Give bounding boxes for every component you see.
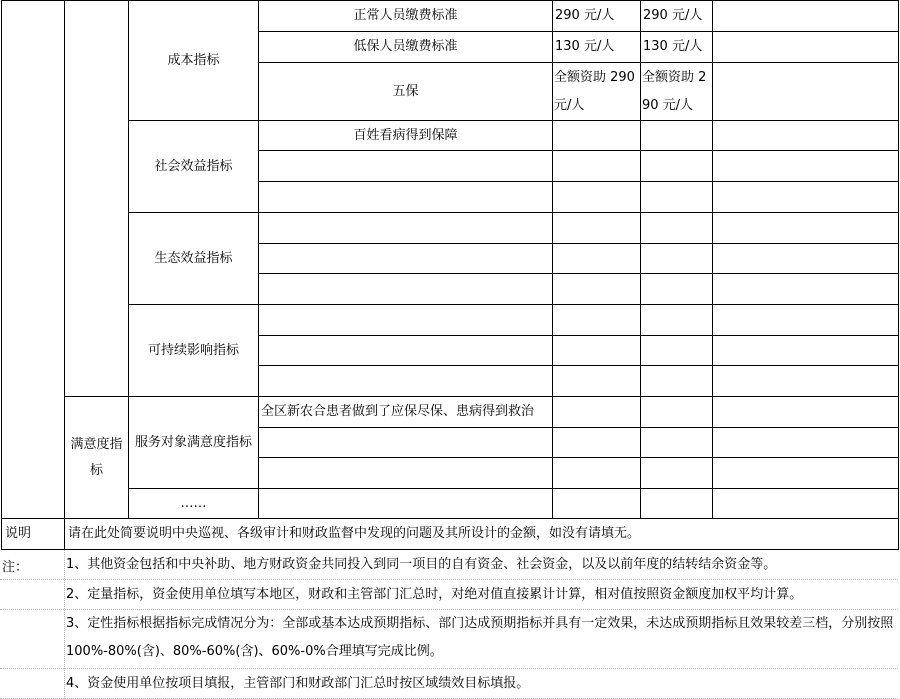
cost-row-3-name: 五保 — [259, 63, 553, 121]
cost-row-1-actual: 290 元/人 — [641, 1, 713, 32]
note-row-4 — [0, 669, 898, 699]
cost-row-3-actual: 全额资助 290 元/人 — [641, 63, 713, 121]
satisfaction-category: 服务对象满意度指标 — [129, 397, 259, 489]
cost-row-1-target: 290 元/人 — [553, 1, 641, 32]
cost-row-3-target: 全额资助 290 元/人 — [553, 63, 641, 121]
level1-output-cell — [65, 1, 129, 397]
explanation-label: 说明 — [2, 519, 65, 550]
explanation-text: 请在此处简要说明中央巡视、各级审计和财政监督中发现的问题及其所设计的金额，如没有请填无。 — [65, 519, 899, 550]
note-4: 4、资金使用单位按项目填报，主管部门和财政部门汇总时按区域绩效目标填报。 — [66, 676, 530, 691]
note-2: 2、定量指标，资金使用单位填写本地区，财政和主管部门汇总时，对绝对值直接累计计算，相对值按照资金额度加权平均计算。 — [66, 587, 803, 602]
note-1: 1、其他资金包括和中央补助、地方财政资金共同投入到同一项目的自有资金、社会资金，以及以前年度的结转结余资金等。 — [66, 557, 777, 572]
cost-category: 成本指标 — [129, 1, 259, 121]
note-3: 3、定性指标根据指标完成情况分为：全部或基本达成预期指标、部门达成预期指标并具有一定效果，未达成预期指标且效果较差三档，分别按照 100%-80%(含)、80%-60%(含)、60%-0%合理填写完成比例。 — [66, 616, 894, 659]
satisfaction-level1: 满意度指标 — [65, 397, 129, 519]
cost-row-1-note — [713, 1, 899, 32]
cost-row-2-note — [713, 32, 899, 63]
ellipsis-cell: …… — [129, 489, 259, 519]
cost-row-2-actual: 130 元/人 — [641, 32, 713, 63]
indicator-table — [1, 0, 899, 550]
note-row-1 — [0, 550, 898, 580]
cost-row-3-note — [713, 63, 899, 121]
social-row-1-name: 百姓看病得到保障 — [259, 121, 553, 151]
cost-row-1-name: 正常人员缴费标准 — [259, 1, 553, 32]
cost-row-2-name: 低保人员缴费标准 — [259, 32, 553, 63]
note-row-3 — [0, 610, 898, 669]
notes-section — [0, 550, 898, 699]
cost-row-2-target: 130 元/人 — [553, 32, 641, 63]
notes-label: 注： — [2, 560, 29, 575]
social-category: 社会效益指标 — [129, 121, 259, 213]
ecological-category: 生态效益指标 — [129, 213, 259, 305]
sustainable-category: 可持续影响指标 — [129, 305, 259, 397]
note-row-2 — [0, 580, 898, 610]
satisfaction-row-1-name: 全区新农合患者做到了应保尽保、患病得到救治 — [259, 397, 553, 428]
level0-cell — [2, 1, 65, 519]
